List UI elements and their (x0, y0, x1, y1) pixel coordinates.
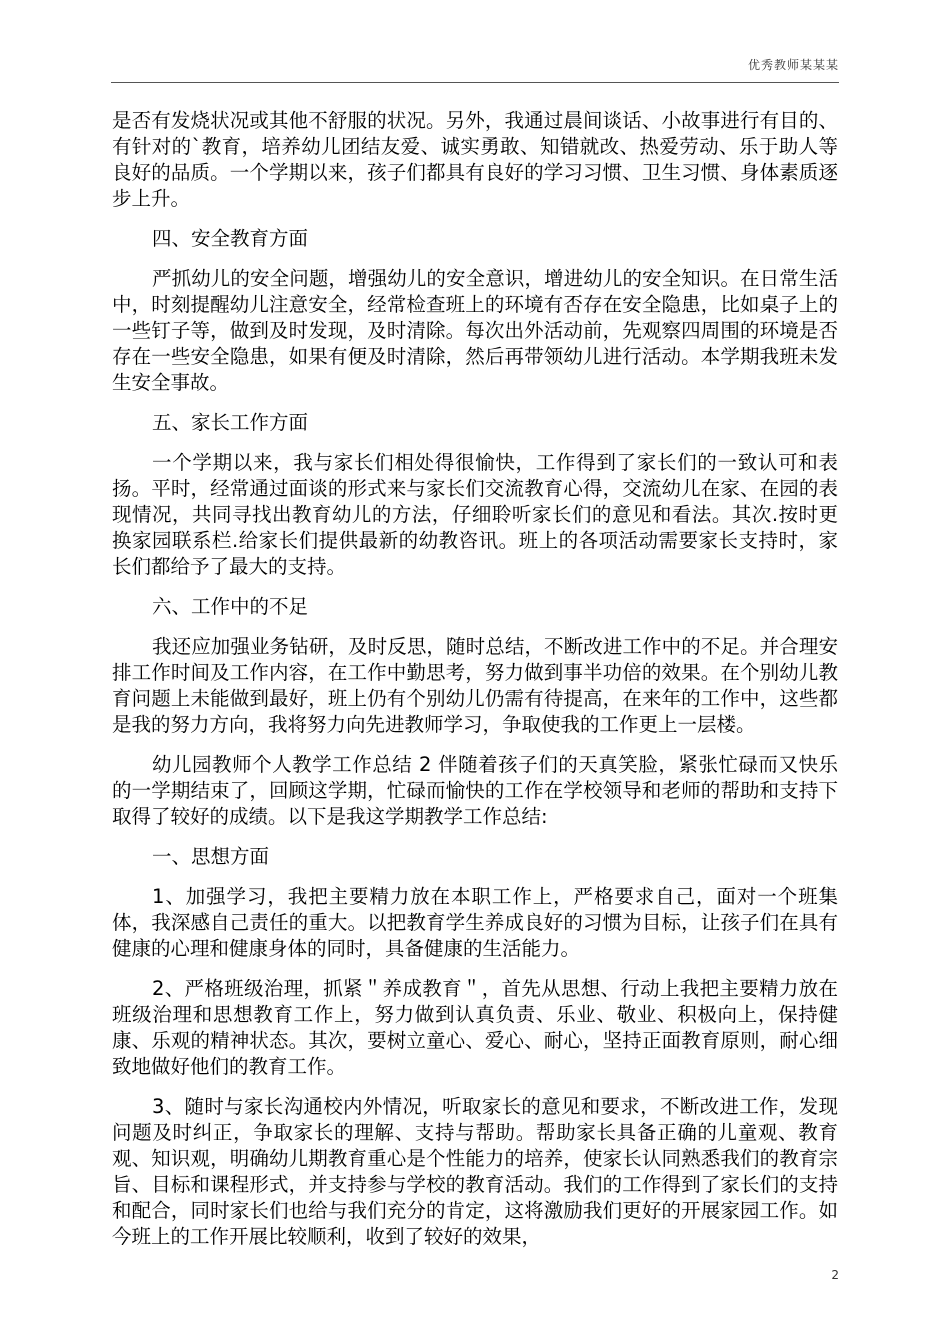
header-author: 优秀教师某某某 (747, 58, 839, 72)
paragraph-health-check: 是否有发烧状况或其他不舒服的状况。另外，我通过晨间谈话、小故事进行有目的、有针对的`教育，培养幼儿团结友爱、诚实勇敢、知错就改、热爱劳动、乐于助人等良好的品质。一个学期以来，孩子们都具有良好的学习习惯、卫生习惯、身体素质逐步上升。 (112, 109, 838, 210)
paragraph-item-1: 1、加强学习，我把主要精力放在本职工作上，严格要求自己，面对一个班集体，我深感自己责任的重大。以把教育学生养成良好的习惯为目标，让孩子们在具有健康的心理和健康身体的同时，具备健康的生活能力。 (112, 885, 838, 960)
paragraph-shortcomings: 我还应加强业务钻研，及时反思，随时总结，不断改进工作中的不足。并合理安排工作时间及工作内容，在工作中勤思考，努力做到事半功倍的效果。在个别幼儿教育问题上未能做到最好，班上仍有个别幼儿仍需有待提高，在来年的工作中，这些都是我的努力方向，我将努力向先进教师学习，争取使我的工作更上一层楼。 (112, 635, 838, 736)
paragraph-summary-intro: 幼儿园教师个人教学工作总结 2 伴随着孩子们的天真笑脸，紧张忙碌而又快乐的一学期结束了，回顾这学期，忙碌而愉快的工作在学校领导和老师的帮助和支持下取得了较好的成绩。以下是我这学期教学工作总结: (112, 753, 838, 828)
section-heading-parents: 五、家长工作方面 (152, 411, 309, 434)
document-body (112, 108, 838, 1264)
paragraph-parents: 一个学期以来，我与家长们相处得很愉快，工作得到了家长们的一致认可和表扬。平时，经常通过面谈的形式来与家长们交流教育心得，交流幼儿在家、在园的表现情况，共同寻找出教育幼儿的方法，仔细聆听家长们的意见和看法。其次.按时更换家园联系栏.给家长们提供最新的幼教咨讯。班上的各项活动需要家长支持时，家长们都给予了最大的支持。 (112, 451, 838, 578)
section-heading-safety: 四、安全教育方面 (152, 227, 309, 250)
paragraph-safety: 严抓幼儿的安全问题，增强幼儿的安全意识，增进幼儿的安全知识。在日常生活中，时刻提醒幼儿注意安全，经常检查班上的环境有否存在安全隐患，比如桌子上的一些钉子等，做到及时发现，及时清除。每次出外活动前，先观察四周围的环境是否存在一些安全隐患，如果有便及时清除，然后再带领幼儿进行活动。本学期我班未发生安全事故。 (112, 267, 838, 394)
paragraph-item-3: 3、随时与家长沟通校内外情况，听取家长的意见和要求，不断改进工作，发现问题及时纠正，争取家长的理解、支持与帮助。帮助家长具备正确的儿童观、教育观、知识观，明确幼儿期教育重心是个性能力的培养，使家长认同熟悉我们的教育宗旨、目标和课程形式，并支持参与学校的教育活动。我们的工作得到了家长们的支持和配合，同时家长们也给与我们充分的肯定，这将激励我们更好的开展家园工作。如今班上的工作开展比较顺利，收到了较好的效果， (112, 1095, 838, 1248)
page-number: 2 (831, 1268, 839, 1282)
header-divider (111, 82, 839, 83)
section-heading-thought: 一、思想方面 (152, 845, 270, 868)
paragraph-item-2: 2、严格班级治理，抓紧＂养成教育＂，首先从思想、行动上我把主要精力放在班级治理和思想教育工作上，努力做到认真负责、乐业、敬业、积极向上，保持健康、乐观的精神状态。其次，要树立童心、爱心、耐心，坚持正面教育原则，耐心细致地做好他们的教育工作。 (112, 977, 838, 1078)
section-heading-shortcomings: 六、工作中的不足 (152, 595, 309, 618)
